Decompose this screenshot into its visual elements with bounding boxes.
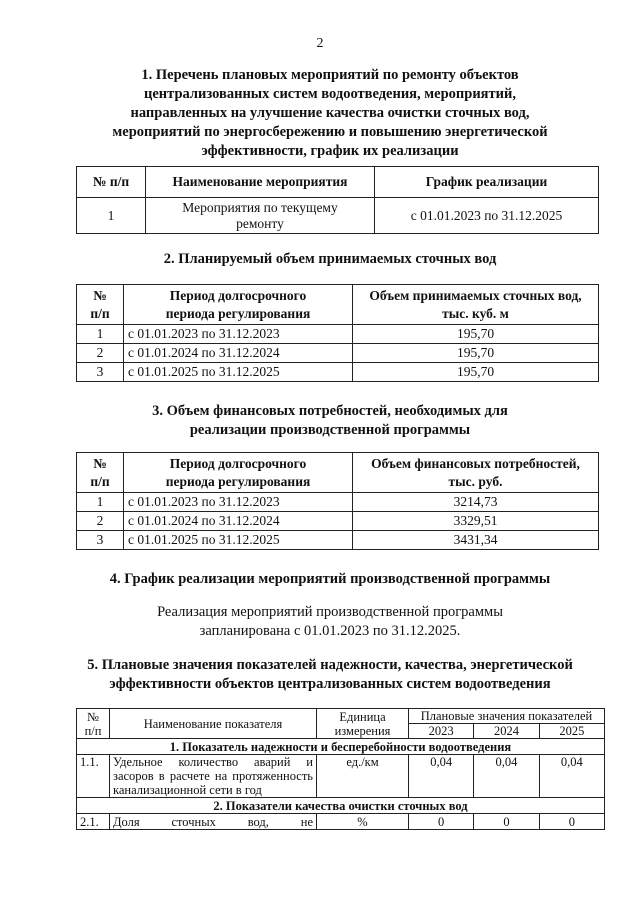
col-header-schedule: График реализации <box>375 167 599 198</box>
table-row: 3 с 01.01.2025 по 31.12.2025 195,70 <box>77 363 599 382</box>
table-row: 1 с 01.01.2023 по 31.12.2023 195,70 <box>77 325 599 344</box>
indicators-table: № п/п Наименование показателя Единица измерения Плановые значения показателей 2023 2024 2025 1. Показатель надежности и бесперебойности водоотведения 1.1. Удельное количество аварий и засоров в расчете на протяженность канализационной сети в год ед./км 0,04 0,04 0,04 2. Показатели качества очистки сточных вод 2.1. Доля сточных вод, не % 0 0 0 <box>76 708 605 830</box>
table-row: 3 с 01.01.2025 по 31.12.2025 3431,34 <box>77 531 599 550</box>
page-number: 2 <box>316 36 324 51</box>
financial-needs-table: № п/п Период долгосрочного периода регулирования Объем финансовых потребностей, тыс. руб. 1 с 01.01.2023 по 31.12.2023 3214,73 2 с 01.01.2024 по 31.12.2024 3329,51 3 с 01.01.2025 по 31.12.2025 3431,34 <box>76 452 599 550</box>
group-row: 1. Показатель надежности и бесперебойности водоотведения <box>77 739 605 755</box>
section2-title: 2. Планируемый объем принимаемых сточных вод <box>163 251 497 267</box>
section3-title: 3. Объем финансовых потребностей, необходимых для реализации производственной программы <box>152 403 508 438</box>
table-row: 1.1. Удельное количество аварий и засоров в расчете на протяженность канализационной сети в год ед./км 0,04 0,04 0,04 <box>77 755 605 798</box>
table-row: 2 с 01.01.2024 по 31.12.2024 195,70 <box>77 344 599 363</box>
group-row: 2. Показатели качества очистки сточных вод <box>77 798 605 814</box>
section4-text: Реализация мероприятий производственной программы запланирована с 01.01.2023 по 31.12.2025. <box>157 604 503 639</box>
table-row: 2.1. Доля сточных вод, не % 0 0 0 <box>77 814 605 830</box>
col-header-event-name: Наименование мероприятия <box>146 167 375 198</box>
table-row: 1 с 01.01.2023 по 31.12.2023 3214,73 <box>77 493 599 512</box>
section1-title: 1. Перечень плановых мероприятий по ремонту объектов централизованных систем водоотведения, мероприятий, направленных на улучшение качества очистки сточных вод, мероприятий по энергосбережению и повышению энергетической эффективности, график их реализации <box>112 67 548 159</box>
col-header-num: № п/п <box>77 167 146 198</box>
table-row: 1 Мероприятия по текущему ремонту с 01.01.2023 по 31.12.2025 <box>77 198 599 234</box>
wastewater-volume-table: № п/п Период долгосрочного периода регулирования Объем принимаемых сточных вод, тыс. куб. м 1 с 01.01.2023 по 31.12.2023 195,70 2 с 01.01.2024 по 31.12.2024 195,70 3 с 01.01.2025 по 31.12.2025 195,70 <box>76 284 599 382</box>
events-table <box>76 166 599 234</box>
section5-title: 5. Плановые значения показателей надежности, качества, энергетической эффективности объектов централизованных систем водоотведения <box>87 657 573 692</box>
table-row: 2 с 01.01.2024 по 31.12.2024 3329,51 <box>77 512 599 531</box>
section4-title: 4. График реализации мероприятий производственной программы <box>109 571 551 587</box>
